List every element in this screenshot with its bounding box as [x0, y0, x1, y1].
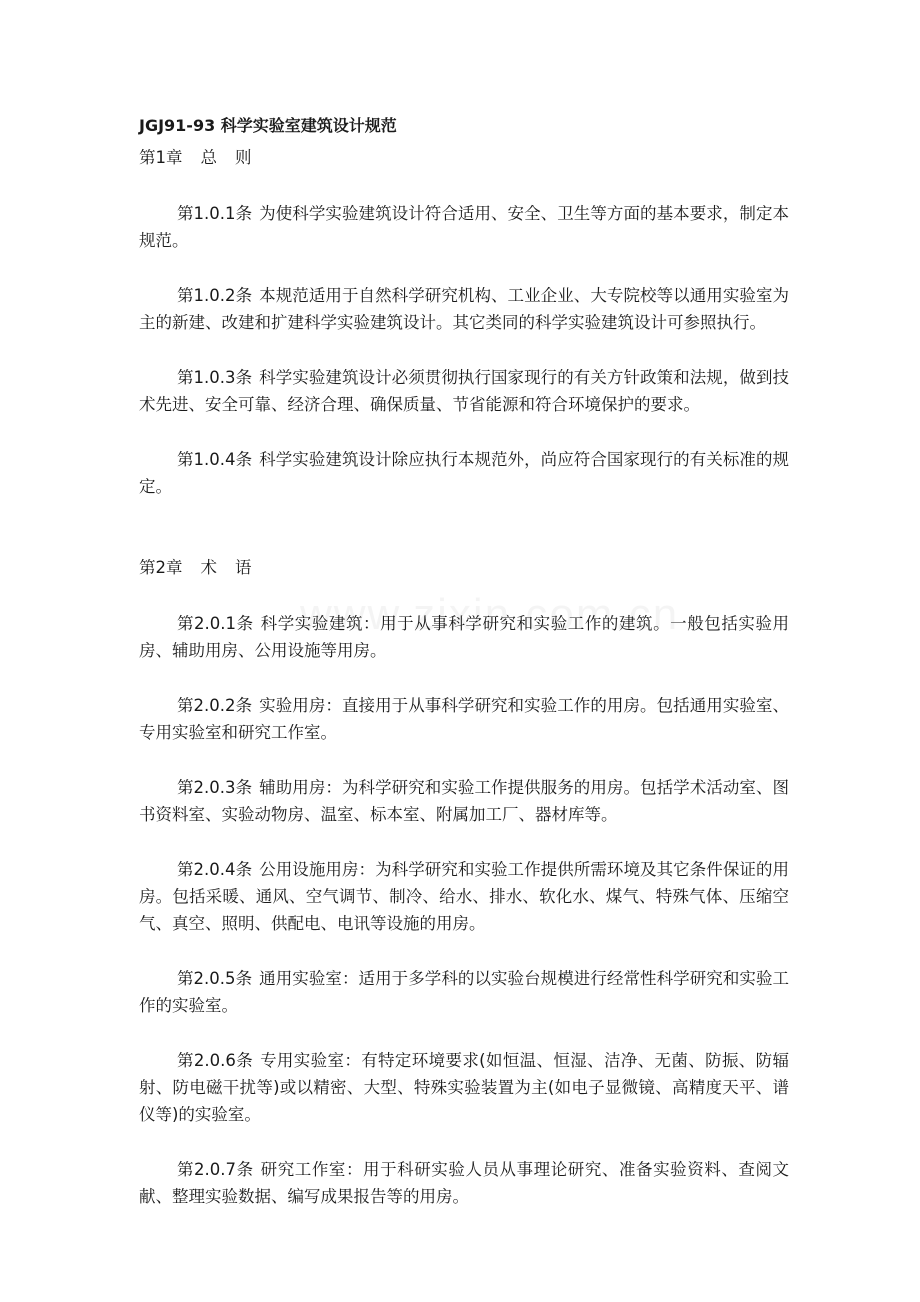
article-text: 辅助用房：为科学研究和实验工作提供服务的用房。包括学术活动室、图书资料室、实验动物房、温室、标本室、附属加工厂、器材库等。: [139, 778, 790, 824]
article-number: 第1.0.2条: [177, 286, 253, 305]
chapter-heading-2: [139, 554, 789, 582]
article-text: 通用实验室：适用于多学科的以实验台规模进行经常性科学研究和实验工作的实验室。: [139, 969, 790, 1015]
article-2-0-7: [139, 1156, 789, 1210]
article-number: 第2.0.5条: [177, 969, 253, 988]
document-title: JGJ91-93 科学实验室建筑设计规范: [139, 116, 397, 135]
article-2-0-5: [139, 965, 789, 1019]
article-text: 科学实验建筑：用于从事科学研究和实验工作的建筑。一般包括实验用房、辅助用房、公用设施等用房。: [139, 614, 790, 660]
chapter-name-char: 语: [235, 558, 252, 577]
article-number: 第2.0.7条: [177, 1160, 254, 1179]
article-2-0-6: [139, 1047, 789, 1128]
article-text: 科学实验建筑设计必须贯彻执行国家现行的有关方针政策和法规，做到技术先进、安全可靠、经济合理、确保质量、节省能源和符合环境保护的要求。: [139, 368, 790, 414]
article-number: 第1.0.1条: [177, 204, 253, 223]
article-number: 第1.0.3条: [177, 368, 253, 387]
article-2-0-3: [139, 774, 789, 828]
article-text: 专用实验室：有特定环境要求(如恒温、恒湿、洁净、无菌、防振、防辐射、防电磁干扰等)或以精密、大型、特殊实验装置为主(如电子显微镜、高精度天平、谱仪等)的实验室。: [139, 1051, 790, 1124]
article-number: 第2.0.3条: [177, 778, 253, 797]
article-number: 第2.0.6条: [177, 1051, 254, 1070]
chapter-name-char: 则: [235, 148, 252, 167]
article-number: 第2.0.1条: [177, 614, 254, 633]
article-text: 为使科学实验建筑设计符合适用、安全、卫生等方面的基本要求，制定本规范。: [139, 204, 790, 250]
article-1-0-3: [139, 364, 789, 418]
chapter-number: 第1章: [139, 148, 183, 167]
article-text: 实验用房：直接用于从事科学研究和实验工作的用房。包括通用实验室、专用实验室和研究工作室。: [139, 696, 790, 742]
article-text: 公用设施用房：为科学研究和实验工作提供所需环境及其它条件保证的用房。包括采暖、通风、空气调节、制冷、给水、排水、软化水、煤气、特殊气体、压缩空气、真空、照明、供配电、电讯等设施的用房。: [139, 860, 790, 933]
article-text: 科学实验建筑设计除应执行本规范外，尚应符合国家现行的有关标准的规定。: [139, 450, 790, 496]
article-number: 第1.0.4条: [177, 450, 253, 469]
chapter-name-char: 总: [200, 148, 217, 167]
article-2-0-2: [139, 692, 789, 746]
article-1-0-4: [139, 446, 789, 500]
chapter-heading-1: [139, 144, 789, 172]
document-page: [139, 112, 789, 1210]
article-text: 本规范适用于自然科学研究机构、工业企业、大专院校等以通用实验室为主的新建、改建和扩建科学实验建筑设计。其它类同的科学实验建筑设计可参照执行。: [139, 286, 790, 332]
article-text: 研究工作室：用于科研实验人员从事理论研究、准备实验资料、查阅文献、整理实验数据、编写成果报告等的用房。: [139, 1160, 790, 1206]
article-number: 第2.0.4条: [177, 860, 253, 879]
article-2-0-1: [139, 610, 789, 664]
article-number: 第2.0.2条: [177, 696, 253, 715]
chapter-name-char: 术: [200, 558, 217, 577]
article-2-0-4: [139, 856, 789, 937]
article-1-0-2: [139, 282, 789, 336]
chapter-number: 第2章: [139, 558, 183, 577]
article-1-0-1: [139, 200, 789, 254]
